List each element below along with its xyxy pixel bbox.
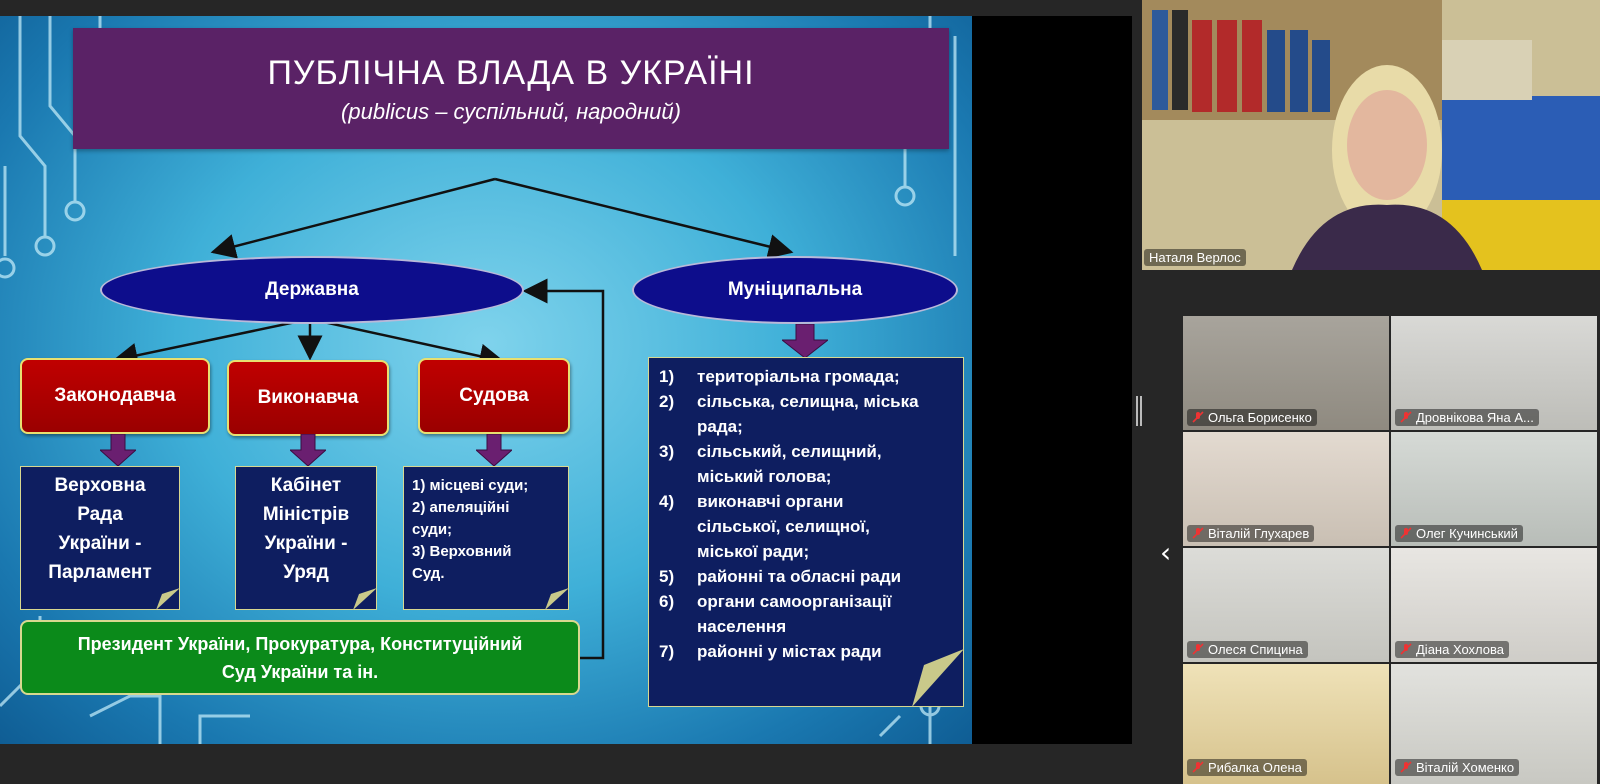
list-number: 3) [659, 442, 675, 461]
state-power-label: Державна [265, 279, 359, 300]
list-text: органи самоорганізації [697, 592, 892, 611]
list-item [659, 589, 955, 639]
parliament-line: Рада [77, 504, 123, 525]
municipal-power-label: Муніципальна [727, 279, 863, 300]
participant-name: Рибалка Олена [1208, 760, 1302, 775]
participant-tile[interactable] [1391, 548, 1597, 662]
slide-title: ПУБЛІЧНА ВЛАДА В УКРАЇНІ [267, 54, 755, 92]
down-arrow-icon [100, 434, 136, 466]
participant-name-label [1187, 525, 1314, 542]
slide-subtitle: (publicus – суспільний, народний) [341, 99, 681, 124]
other-bodies-line: Президент України, Прокуратура, Конституційний [77, 634, 523, 654]
participant-tile[interactable] [1391, 432, 1597, 546]
presentation-slide [0, 16, 972, 744]
courts-line: 2) апеляційні [412, 499, 510, 516]
cabinet-line: України - [264, 533, 348, 554]
participant-tile[interactable] [1183, 316, 1389, 430]
cabinet-line: Кабінет [270, 475, 342, 496]
panel-resize-handle[interactable] [1136, 396, 1142, 426]
participant-name-label [1395, 409, 1539, 426]
executive-branch-box [227, 360, 389, 436]
participant-name-label [1187, 409, 1317, 426]
list-number: 5) [659, 567, 675, 586]
judicial-branch-box [418, 358, 570, 434]
participant-name-label [1395, 759, 1519, 776]
list-number: 1) [659, 367, 675, 386]
participant-grid [1183, 316, 1600, 784]
participant-tile[interactable] [1391, 664, 1597, 784]
muted-mic-icon [1192, 411, 1204, 423]
shared-screen [0, 16, 1132, 744]
list-item [659, 439, 955, 489]
list-item [659, 489, 955, 564]
list-text: міської ради; [697, 542, 810, 561]
down-arrow-icon [290, 434, 326, 466]
list-item [659, 639, 955, 664]
list-number: 6) [659, 592, 675, 611]
list-number: 2) [659, 392, 675, 411]
muted-mic-icon [1192, 527, 1204, 539]
page-curl-icon [912, 649, 964, 707]
list-text: рада; [697, 417, 743, 436]
list-text: населення [697, 617, 787, 636]
speaker-video-tile[interactable] [1142, 0, 1600, 270]
muted-mic-icon [1400, 761, 1412, 773]
participant-name: Ольга Борисенко [1208, 410, 1312, 425]
participant-name-label [1187, 641, 1308, 658]
participant-tile[interactable] [1183, 432, 1389, 546]
state-power-ellipse [100, 256, 524, 324]
municipal-power-ellipse [632, 256, 958, 324]
parliament-line: Верховна [54, 475, 146, 496]
courts-line: Суд. [412, 565, 445, 582]
list-item [659, 364, 955, 389]
other-bodies-box [20, 620, 580, 695]
muted-mic-icon [1192, 761, 1204, 773]
participant-tile[interactable] [1183, 548, 1389, 662]
participant-name-label [1395, 525, 1523, 542]
participant-name: Віталій Хоменко [1416, 760, 1515, 775]
participant-name: Дровнікова Яна А... [1416, 410, 1534, 425]
page-curl-icon [156, 588, 180, 610]
legislative-label: Законодавча [54, 385, 176, 406]
list-number: 4) [659, 492, 675, 511]
executive-label: Виконавча [257, 387, 359, 408]
participant-tile[interactable] [1183, 664, 1389, 784]
muted-mic-icon [1192, 643, 1204, 655]
courts-line: суди; [412, 521, 453, 538]
speaker-video-frame [1142, 0, 1600, 270]
down-arrow-icon [476, 434, 512, 466]
participant-name-label [1187, 759, 1307, 776]
page-curl-icon [353, 588, 377, 610]
list-text: сільська, селищна, міська [697, 392, 919, 411]
participant-tile[interactable] [1391, 316, 1597, 430]
participant-name: Віталій Глухарев [1208, 526, 1310, 541]
muted-mic-icon [1400, 527, 1412, 539]
participant-name: Олег Кучинський [1416, 526, 1518, 541]
muted-mic-icon [1400, 643, 1412, 655]
list-text: сільський, селищний, [697, 442, 882, 461]
courts-line: 3) Верховний [412, 543, 512, 560]
cabinet-line: Міністрів [262, 504, 350, 525]
list-text: районні у містах ради [697, 642, 882, 661]
cabinet-line: Уряд [283, 562, 329, 583]
chevron-left-icon[interactable]: ‹ [1160, 536, 1172, 569]
list-text: сільської, селищної, [697, 517, 870, 536]
participant-name-label [1395, 641, 1509, 658]
list-number: 7) [659, 642, 675, 661]
down-arrow-icon [782, 324, 828, 358]
list-item [659, 389, 955, 439]
list-text: міський голова; [697, 467, 832, 486]
list-text: виконавчі органи [697, 492, 844, 511]
muted-mic-icon [1400, 411, 1412, 423]
participant-name: Діана Хохлова [1416, 642, 1505, 657]
other-bodies-line: Суд України та ін. [221, 662, 379, 682]
list-text: територіальна громада; [697, 367, 900, 386]
participant-name: Олеся Спицина [1208, 642, 1303, 657]
parliament-line: України - [58, 533, 142, 554]
page-curl-icon [545, 588, 569, 610]
speaker-name: Наталя Верлос [1144, 249, 1246, 266]
judicial-label: Судова [459, 385, 529, 406]
list-item [659, 564, 955, 589]
parliament-line: Парламент [48, 562, 152, 583]
courts-line: 1) місцеві суди; [412, 477, 529, 494]
legislative-branch-box [20, 358, 210, 434]
list-text: районні та обласні ради [697, 567, 902, 586]
